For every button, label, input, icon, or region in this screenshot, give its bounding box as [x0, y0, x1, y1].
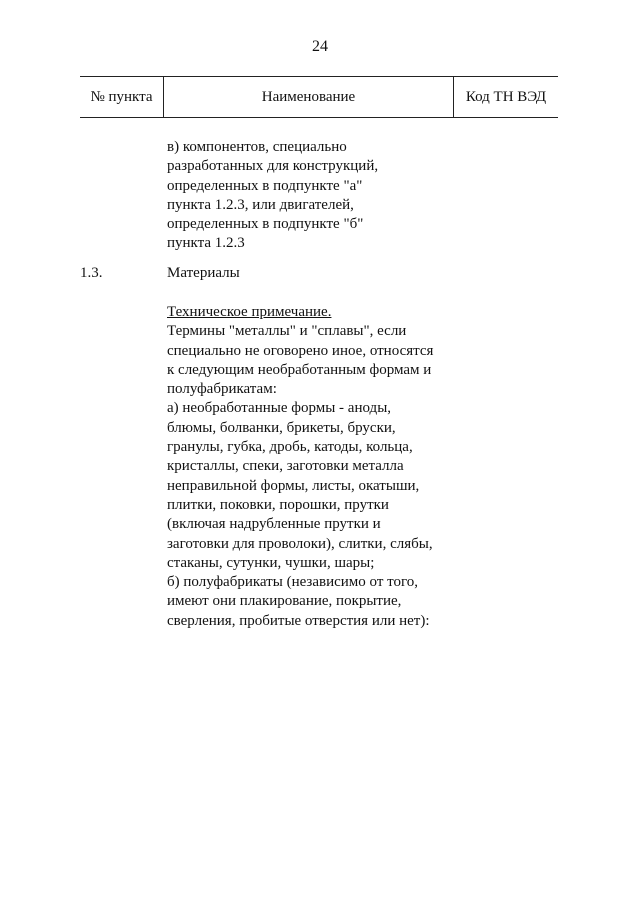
text-line: специально не оговорено иное, относятся: [167, 342, 434, 359]
text-line: неправильной формы, листы, окатыши,: [167, 477, 420, 494]
text-line: сверления, пробитые отверстия или нет):: [167, 612, 430, 629]
text-line: плитки, поковки, порошки, прутки: [167, 496, 389, 513]
text-line: полуфабрикатам:: [167, 381, 277, 398]
text-line: стаканы, сутунки, чушки, шары;: [167, 554, 375, 571]
text-line: в) компонентов, специально: [167, 139, 347, 155]
text-line: гранулы, губка, дробь, катоды, кольца,: [167, 439, 413, 456]
column-header-name: Наименование: [164, 77, 454, 117]
section-title-text: Материалы: [167, 265, 240, 281]
continuation-text: [167, 138, 467, 254]
text-line: к следующим необработанным формам и: [167, 361, 432, 378]
text-line: определенных в подпункте "б": [167, 216, 364, 233]
text-line: б) полуфабрикаты (независимо от того,: [167, 574, 419, 591]
text-line: Термины "металлы" и "сплавы", если: [167, 323, 407, 340]
section-title: [167, 264, 467, 283]
text-line: (включая надрубленные прутки и: [167, 516, 381, 533]
text-line: определенных в подпункте "а": [167, 177, 363, 194]
text-line: кристаллы, спеки, заготовки металла: [167, 458, 404, 475]
section-number: 1.3.: [80, 265, 103, 281]
column-header-number: № пункта: [80, 77, 164, 117]
technical-note-heading: Техническое примечание.: [167, 304, 332, 320]
text-line: блюмы, болванки, брикеты, бруски,: [167, 419, 396, 436]
text-line: разработанных для конструкций,: [167, 158, 379, 175]
table-header: [80, 76, 558, 118]
text-line: имеют они плакирование, покрытие,: [167, 593, 402, 610]
page-number: 24: [312, 38, 328, 55]
text-line: а) необработанные формы - аноды,: [167, 400, 392, 417]
text-line: пункта 1.2.3, или двигателей,: [167, 196, 354, 213]
text-line: пункта 1.2.3: [167, 235, 245, 252]
column-header-code: Код ТН ВЭД: [465, 88, 547, 105]
text-line: заготовки для проволоки), слитки, слябы,: [167, 535, 433, 552]
technical-note: [167, 303, 467, 631]
